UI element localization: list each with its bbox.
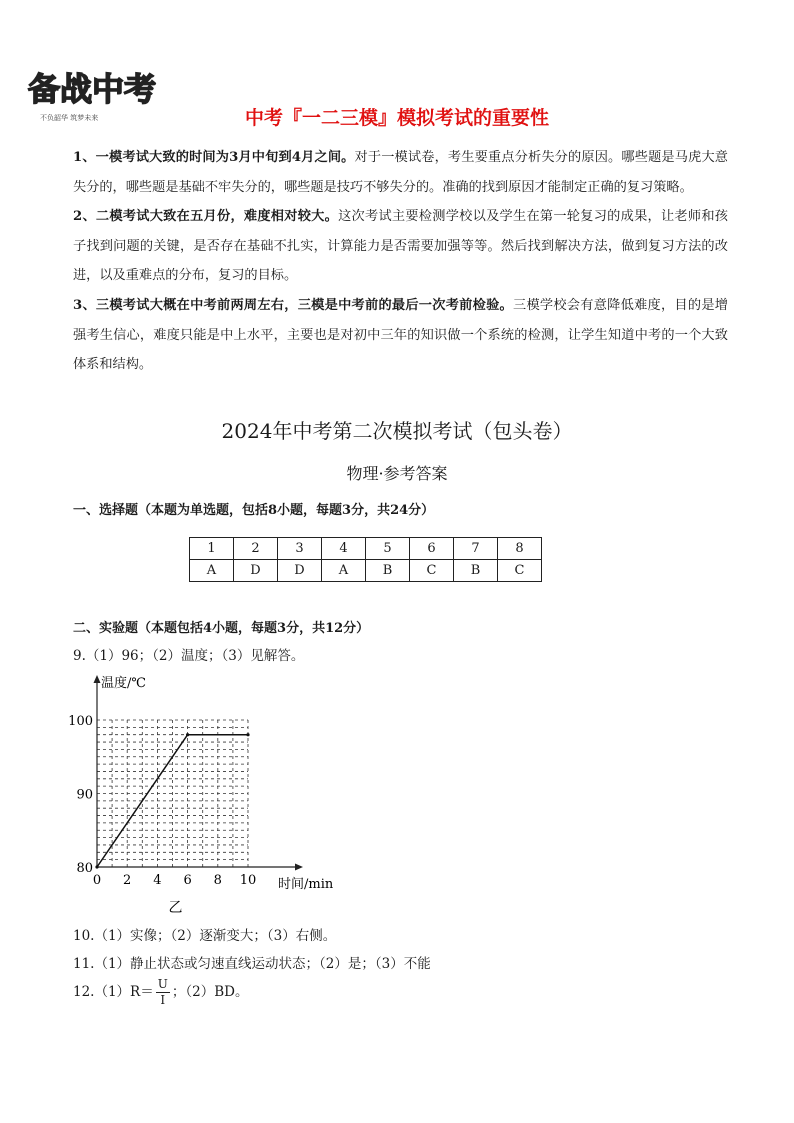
temperature-time-chart	[66, 672, 366, 920]
q12-suffix: ；（2）BD。	[171, 984, 249, 1000]
y-axis-label: 温度/℃	[101, 676, 146, 691]
formula-fraction	[156, 977, 170, 1008]
data-point	[95, 865, 98, 868]
logo-subtext: 不负韶华 筑梦未来	[40, 114, 99, 122]
answer-cell: B	[366, 560, 410, 582]
answer-cell: A	[190, 560, 234, 582]
x-tick-label: 10	[239, 873, 257, 888]
chart-caption: 乙	[168, 900, 183, 916]
question-number: 4	[322, 538, 366, 560]
data-point	[186, 733, 189, 736]
x-tick-label: 4	[153, 873, 162, 888]
intro-section	[73, 143, 728, 380]
answer-cell: C	[410, 560, 454, 582]
fraction-denominator: I	[160, 993, 166, 1007]
exam-subtitle: 物理·参考答案	[346, 464, 448, 483]
y-axis-arrow	[94, 675, 101, 683]
y-tick-label: 100	[68, 714, 93, 729]
answer-cell: C	[498, 560, 542, 582]
x-axis-arrow	[295, 864, 303, 871]
question-number: 2	[234, 538, 278, 560]
q12-prefix: 12.（1）R＝	[73, 984, 154, 1000]
answer-cell: D	[278, 560, 322, 582]
x-tick-label: 8	[213, 873, 222, 888]
x-axis-label: 时间/min	[278, 877, 334, 892]
intro-paragraph-3: 3、三模考试大概在中考前两周左右，三模是中考前的最后一次考前检验。三模学校会有意降低难度，目的是增强考生信心，难度只能是中上水平，主要也是对初中三年的知识做一个系统的检测，让学生知道中考的一个大致体系和结构。	[73, 297, 728, 373]
answer-q12	[73, 977, 248, 1008]
answer-cell: B	[454, 560, 498, 582]
answer-q9: 9.（1）96；（2）温度；（3）见解答。	[73, 648, 305, 664]
section-2-heading: 二、实验题（本题包括4小题，每题3分，共12分）	[73, 621, 370, 636]
question-number: 8	[498, 538, 542, 560]
answer-q11: 11.（1）静止状态或匀速直线运动状态；（2）是；（3）不能	[73, 956, 431, 972]
y-tick-label: 80	[76, 861, 93, 876]
question-number: 7	[454, 538, 498, 560]
intro-paragraph-1: 1、一模考试大致的时间为3月中旬到4月之间。对于一模试卷，考生要重点分析失分的原因。哪些题是马虎大意失分的，哪些题是基础不牢失分的，哪些题是技巧不够失分的。准确的找到原因才能制定正确的复习策略。	[73, 150, 728, 195]
intro-paragraph-2: 2、二模考试大致在五月份，难度相对较大。这次考试主要检测学校以及学生在第一轮复习的成果，让老师和孩子找到问题的关键，是否存在基础不扎实，计算能力是否需要加强等等。然后找到解决方法，做到复习方法的改进，以及重难点的分布，复习的目标。	[73, 209, 728, 284]
question-number: 6	[410, 538, 454, 560]
answer-cell: A	[322, 560, 366, 582]
y-tick-label: 90	[76, 787, 93, 803]
page-title: 中考『一二三模』模拟考试的重要性	[244, 107, 549, 129]
question-number: 5	[366, 538, 410, 560]
answer-cell: D	[234, 560, 278, 582]
question-number: 3	[278, 538, 322, 560]
exam-title: 2024年中考第二次模拟考试（包头卷）	[221, 419, 573, 443]
x-tick-label: 0	[92, 873, 102, 888]
answer-table	[189, 537, 542, 582]
fraction-numerator: U	[157, 977, 168, 991]
section-1-heading: 一、选择题（本题为单选题，包括8小题，每题3分，共24分）	[73, 503, 435, 518]
answer-table-number-row	[190, 538, 542, 560]
logo-text: 备战中考	[28, 70, 157, 108]
question-number: 1	[190, 538, 234, 560]
answer-q10: 10.（1）实像；（2）逐渐变大；（3）右侧。	[73, 928, 337, 944]
answer-table-answer-row	[190, 560, 542, 582]
x-tick-label: 2	[123, 873, 132, 888]
data-point	[246, 733, 249, 736]
x-tick-label: 6	[183, 873, 192, 888]
